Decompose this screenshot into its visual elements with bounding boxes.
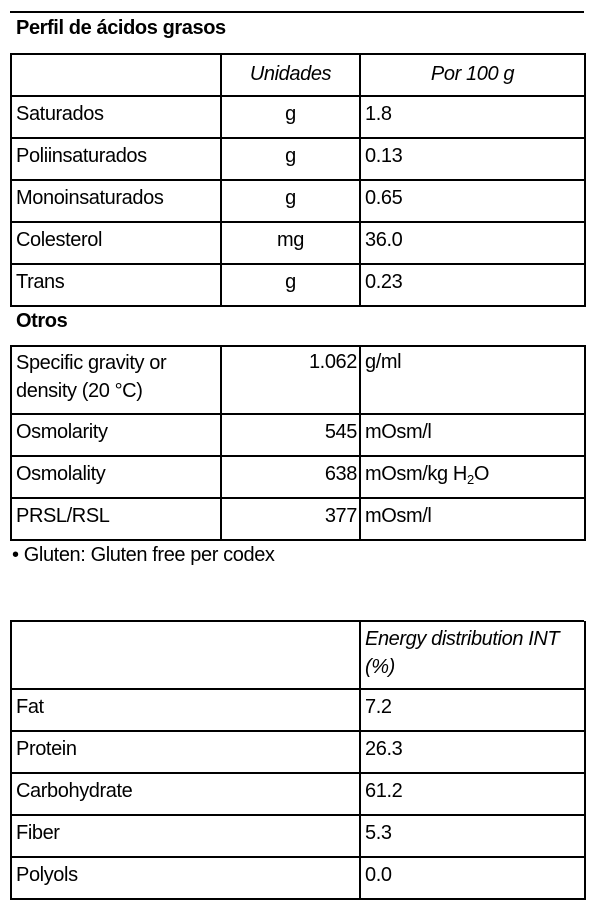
row-value: 0.13	[360, 138, 585, 180]
table-row	[11, 857, 585, 899]
row-unit: mOsm/l	[360, 498, 585, 540]
header-cell-per-100g: Por 100 g	[360, 54, 585, 96]
row-label: Colesterol	[11, 222, 221, 264]
row-label: Protein	[11, 731, 360, 773]
row-value: 377	[221, 498, 360, 540]
table-row	[11, 731, 585, 773]
row-unit: g	[221, 264, 360, 306]
table-row	[11, 138, 585, 180]
table-row	[11, 815, 585, 857]
row-unit	[360, 456, 585, 498]
row-label: PRSL/RSL	[11, 498, 221, 540]
table-header-row	[11, 54, 585, 96]
gluten-note: • Gluten: Gluten free per codex	[12, 544, 275, 566]
table-row	[11, 346, 585, 414]
row-label: Carbohydrate	[11, 773, 360, 815]
table-row	[11, 96, 585, 138]
row-label: Monoinsaturados	[11, 180, 221, 222]
table-row	[11, 773, 585, 815]
table-row	[11, 180, 585, 222]
top-rule	[10, 11, 584, 13]
others-table	[10, 345, 586, 541]
row-value: 36.0	[360, 222, 585, 264]
others-title: Otros	[16, 310, 68, 332]
row-value: 638	[221, 456, 360, 498]
table-row	[11, 456, 585, 498]
row-value: 0.23	[360, 264, 585, 306]
row-label: Saturados	[11, 96, 221, 138]
header-cell-energy-distribution: Energy distribution INT (%)	[360, 621, 585, 689]
row-value: 61.2	[360, 773, 585, 815]
table-header-row	[11, 621, 585, 689]
row-unit: g	[221, 180, 360, 222]
row-unit: mg	[221, 222, 360, 264]
energy-table	[10, 621, 586, 900]
row-label: Specific gravity or density (20 °C)	[11, 346, 221, 414]
header-cell-units: Unidades	[221, 54, 360, 96]
row-value: 5.3	[360, 815, 585, 857]
header-cell-empty	[11, 54, 221, 96]
row-label: Trans	[11, 264, 221, 306]
fatty-acids-table	[10, 53, 586, 307]
row-label: Osmolality	[11, 456, 221, 498]
unit-text: mOsm/kg H	[365, 463, 467, 485]
table-row	[11, 414, 585, 456]
row-value: 26.3	[360, 731, 585, 773]
fatty-acids-title: Perfil de ácidos grasos	[16, 17, 226, 39]
row-value: 545	[221, 414, 360, 456]
unit-suffix: O	[473, 463, 489, 485]
table-row	[11, 222, 585, 264]
unit-subscript: 2	[466, 472, 474, 487]
row-label: Fiber	[11, 815, 360, 857]
table-row	[11, 689, 585, 731]
row-unit: g/ml	[360, 346, 585, 414]
row-value: 1.8	[360, 96, 585, 138]
row-value: 0.0	[360, 857, 585, 899]
row-unit: g	[221, 138, 360, 180]
header-cell-empty	[11, 621, 360, 689]
row-unit: g	[221, 96, 360, 138]
table-row	[11, 264, 585, 306]
row-label: Fat	[11, 689, 360, 731]
row-value: 7.2	[360, 689, 585, 731]
table-row	[11, 498, 585, 540]
row-unit: mOsm/l	[360, 414, 585, 456]
row-value: 1.062	[221, 346, 360, 414]
row-value: 0.65	[360, 180, 585, 222]
row-label: Poliinsaturados	[11, 138, 221, 180]
row-label: Polyols	[11, 857, 360, 899]
row-label: Osmolarity	[11, 414, 221, 456]
